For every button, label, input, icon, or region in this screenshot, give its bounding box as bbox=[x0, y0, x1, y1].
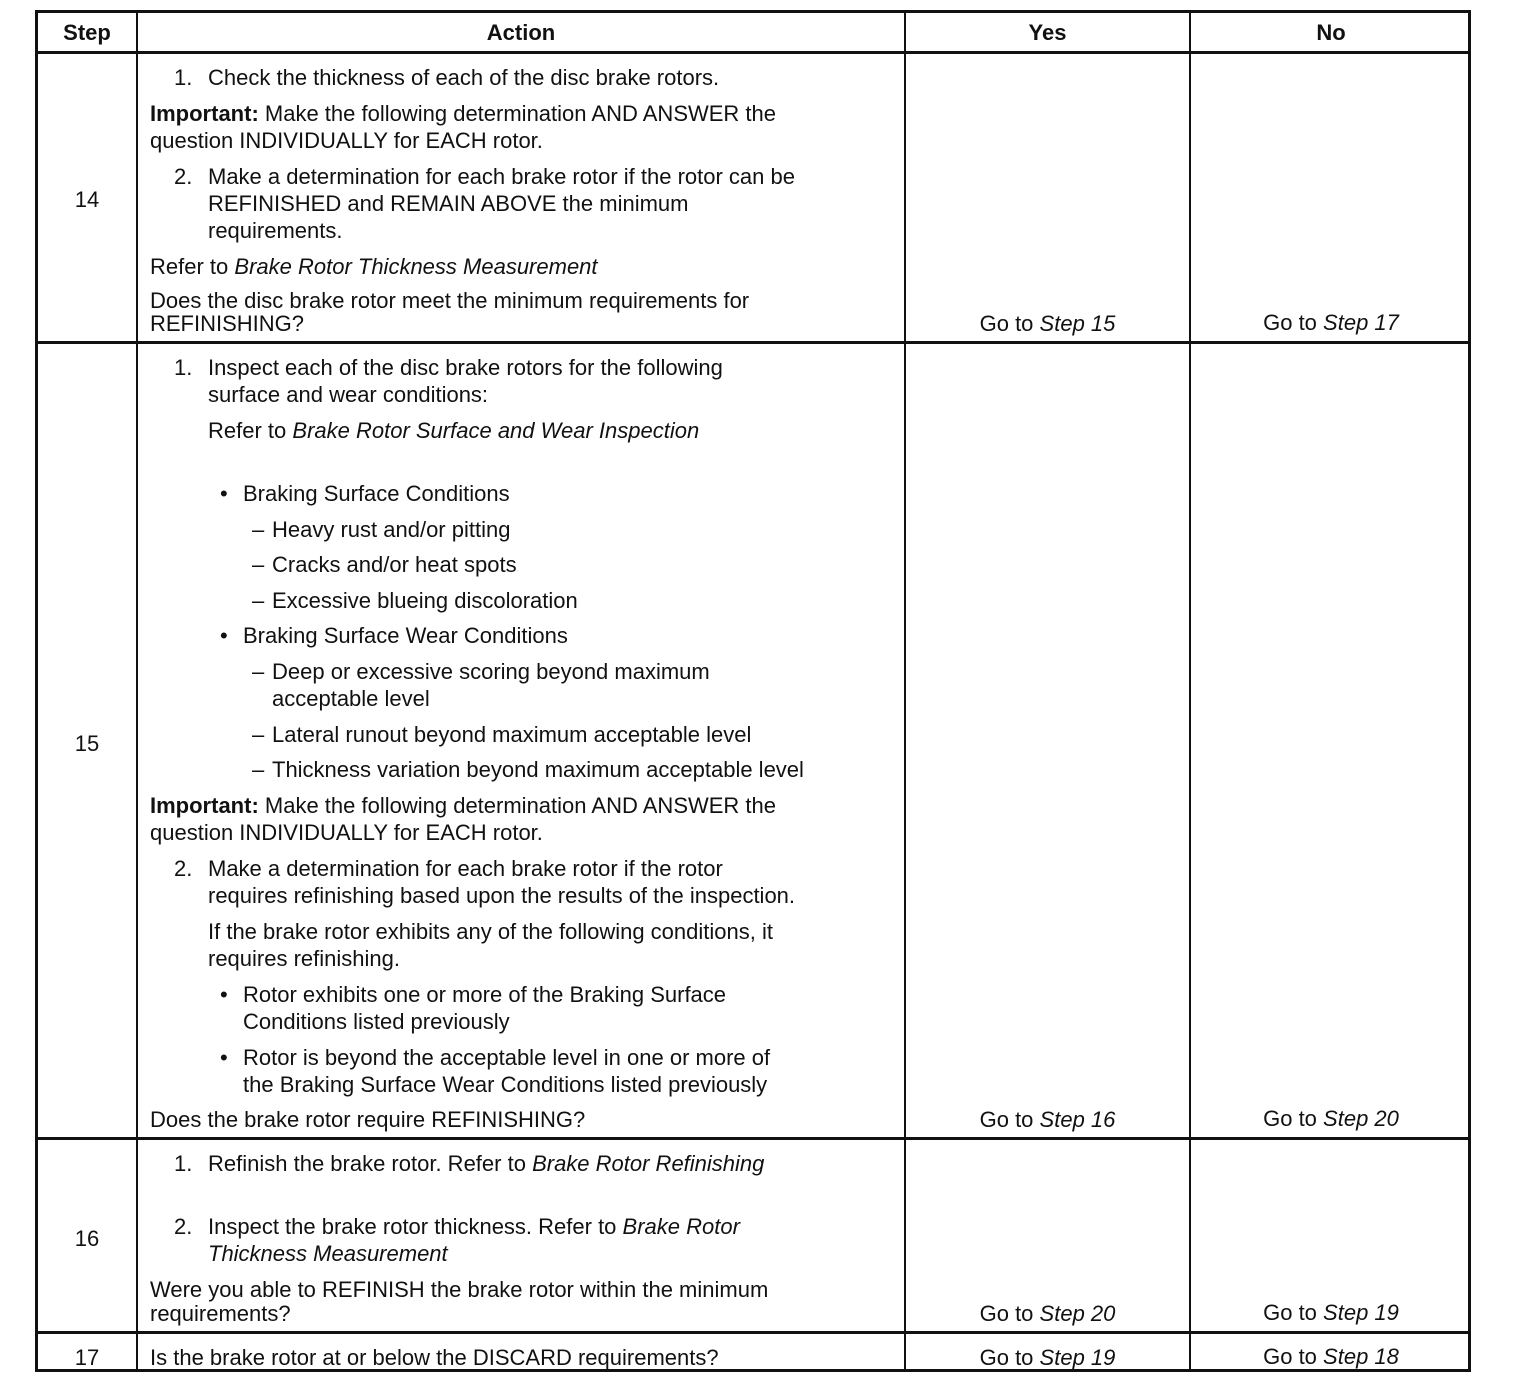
yes-answer: Go to Step 20 bbox=[979, 1301, 1116, 1326]
action-text: Make a determination for each brake rotor if the rotor can be bbox=[208, 164, 795, 189]
sub-item: acceptable level bbox=[272, 686, 430, 711]
action-text: requires refinishing based upon the results of the inspection. bbox=[208, 883, 796, 908]
no-answer: Go to Step 19 bbox=[1263, 1300, 1399, 1325]
list-number: 2. bbox=[174, 1214, 193, 1239]
sub-item: Heavy rust and/or pitting bbox=[272, 517, 511, 542]
dash: – bbox=[252, 588, 265, 613]
reference-line: Refer to Brake Rotor Thickness Measurement bbox=[150, 254, 598, 279]
bullet-item: Braking Surface Wear Conditions bbox=[243, 623, 568, 648]
bullet-item: Rotor is beyond the acceptable level in one or more of bbox=[243, 1045, 771, 1070]
yes-answer: Go to Step 19 bbox=[979, 1345, 1116, 1370]
list-number: 2. bbox=[174, 856, 193, 881]
action-text: Thickness Measurement bbox=[208, 1241, 448, 1266]
sub-item: Cracks and/or heat spots bbox=[272, 552, 517, 577]
bullet: • bbox=[220, 982, 228, 1007]
dash: – bbox=[252, 517, 265, 542]
action-text: Refinish the brake rotor. Refer to Brake Rotor Refinishing bbox=[208, 1151, 765, 1176]
action-text: surface and wear conditions: bbox=[208, 382, 489, 407]
yes-answer: Go to Step 15 bbox=[979, 311, 1116, 336]
dash: – bbox=[252, 722, 265, 747]
bullet: • bbox=[220, 1045, 228, 1070]
dash: – bbox=[252, 552, 265, 577]
important-note: Important: Make the following determination AND ANSWER the bbox=[150, 101, 777, 126]
question-text: Is the brake rotor at or below the DISCARD requirements? bbox=[150, 1345, 719, 1370]
step-number: 14 bbox=[74, 187, 100, 212]
step-number: 15 bbox=[74, 731, 100, 756]
action-text: requires refinishing. bbox=[208, 946, 400, 971]
question-text: Were you able to REFINISH the brake rotor within the minimum bbox=[150, 1277, 769, 1302]
list-number: 1. bbox=[174, 355, 193, 380]
row-divider bbox=[38, 341, 1468, 344]
important-note: question INDIVIDUALLY for EACH rotor. bbox=[150, 128, 543, 153]
bullet-item: Rotor exhibits one or more of the Braking Surface bbox=[243, 982, 727, 1007]
bullet-item: the Braking Surface Wear Conditions listed previously bbox=[243, 1072, 768, 1097]
action-text: Inspect each of the disc brake rotors for the following bbox=[208, 355, 723, 380]
column-divider bbox=[904, 13, 906, 1369]
step-number: 16 bbox=[74, 1226, 100, 1251]
column-divider bbox=[136, 13, 138, 1369]
bullet: • bbox=[220, 623, 228, 648]
sub-item: Excessive blueing discoloration bbox=[272, 588, 578, 613]
no-answer: Go to Step 17 bbox=[1263, 310, 1399, 335]
sub-item: Deep or excessive scoring beyond maximum bbox=[272, 659, 710, 684]
dash: – bbox=[252, 757, 265, 782]
diagnostic-table bbox=[35, 10, 1471, 1372]
action-text: Inspect the brake rotor thickness. Refer to Brake Rotor bbox=[208, 1214, 740, 1239]
sub-item: Lateral runout beyond maximum acceptable level bbox=[272, 722, 752, 747]
list-number: 1. bbox=[174, 1151, 193, 1176]
header-step: Step bbox=[63, 20, 111, 45]
action-text: If the brake rotor exhibits any of the following conditions, it bbox=[208, 919, 773, 944]
header-action: Action bbox=[486, 20, 556, 45]
yes-answer: Go to Step 16 bbox=[979, 1107, 1116, 1132]
sub-item: Thickness variation beyond maximum acceptable level bbox=[272, 757, 804, 782]
no-answer: Go to Step 20 bbox=[1263, 1106, 1399, 1131]
dash: – bbox=[252, 659, 265, 684]
header-yes: Yes bbox=[1028, 20, 1067, 45]
list-number: 1. bbox=[174, 65, 193, 90]
bullet-item: Braking Surface Conditions bbox=[243, 481, 510, 506]
step-number: 17 bbox=[74, 1345, 100, 1370]
question-text: Does the brake rotor require REFINISHING? bbox=[150, 1107, 586, 1132]
bullet: • bbox=[220, 481, 228, 506]
action-text: REFINISHED and REMAIN ABOVE the minimum bbox=[208, 191, 689, 216]
question-text: REFINISHING? bbox=[150, 311, 305, 336]
reference-line: Refer to Brake Rotor Surface and Wear Inspection bbox=[208, 418, 700, 443]
important-note: Important: Make the following determination AND ANSWER the bbox=[150, 793, 777, 818]
action-text: Make a determination for each brake rotor if the rotor bbox=[208, 856, 723, 881]
question-text: Does the disc brake rotor meet the minimum requirements for bbox=[150, 288, 750, 313]
action-text: Check the thickness of each of the disc brake rotors. bbox=[208, 65, 720, 90]
row-divider bbox=[38, 1137, 1468, 1140]
bullet-item: Conditions listed previously bbox=[243, 1009, 510, 1034]
row-divider bbox=[38, 1331, 1468, 1334]
row-divider bbox=[38, 51, 1468, 54]
question-text: requirements? bbox=[150, 1301, 291, 1326]
header-no: No bbox=[1316, 20, 1346, 45]
list-number: 2. bbox=[174, 164, 193, 189]
column-divider bbox=[1189, 13, 1191, 1369]
no-answer: Go to Step 18 bbox=[1263, 1344, 1399, 1369]
action-text: requirements. bbox=[208, 218, 343, 243]
important-note: question INDIVIDUALLY for EACH rotor. bbox=[150, 820, 543, 845]
